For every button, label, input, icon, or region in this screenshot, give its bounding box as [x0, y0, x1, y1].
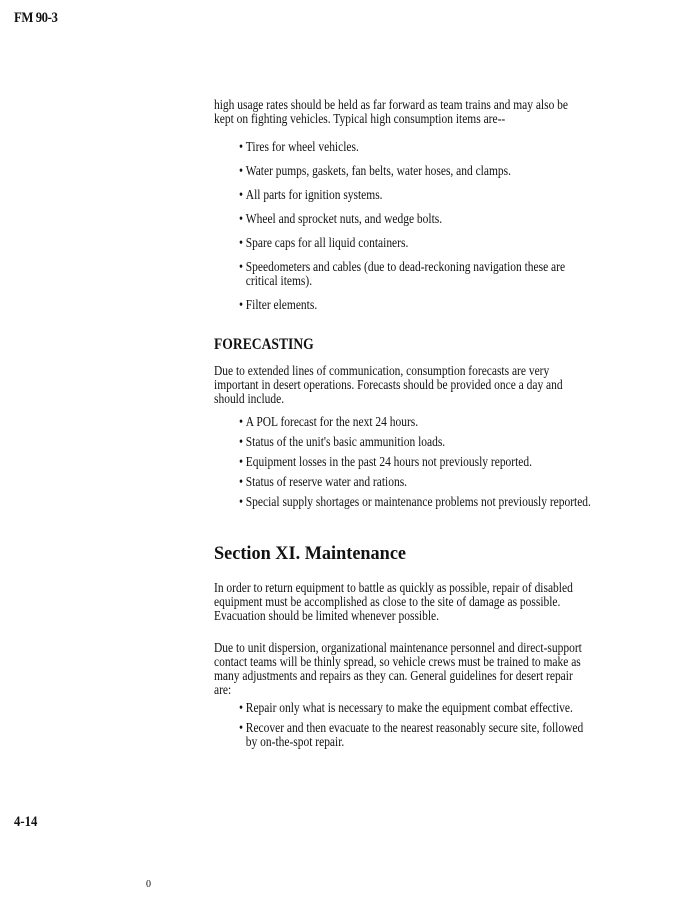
forecasting-paragraph — [214, 364, 586, 406]
section-heading — [214, 543, 586, 565]
list-item-text: • A POL forecast for the next 24 hours. — [239, 415, 593, 429]
intro-paragraph — [214, 98, 586, 126]
list-item — [214, 260, 586, 288]
maintenance-paragraph-2 — [214, 641, 586, 697]
page-content — [214, 97, 591, 749]
list-item-text: • Speedometers and cables (due to dead-reckoning navigation these are critical items). — [239, 260, 593, 288]
list-item — [214, 415, 586, 429]
forecast-items-list — [214, 414, 591, 509]
list-item-text: • Recover and then evacuate to the nearest reasonably secure site, followed by on-the-spot repair. — [239, 721, 593, 749]
list-item — [214, 140, 586, 154]
section-heading-text: Section XI. Maintenance — [214, 543, 407, 564]
footer-mark: 0 — [146, 879, 151, 890]
list-item — [214, 721, 586, 749]
repair-guidelines-list — [214, 701, 586, 749]
list-item — [214, 236, 586, 250]
list-item — [214, 494, 591, 509]
list-item — [214, 455, 586, 469]
list-item-text: • Equipment losses in the past 24 hours not previously reported. — [239, 455, 593, 469]
list-item-text: • Special supply shortages or maintenance problems not previously reported. — [239, 495, 593, 509]
forecasting-heading — [214, 338, 586, 352]
list-item — [214, 212, 586, 226]
maintenance-paragraph-2-text: Due to unit dispersion, organizational maintenance personnel and direct-support contact teams will be thinly spread, so vehicle crews must be trained to make as many adjustments and repairs as they can. General guidelines for desert repair are: — [214, 640, 582, 697]
list-item — [214, 164, 586, 178]
consumption-items-list — [214, 140, 586, 312]
list-item-text: • All parts for ignition systems. — [239, 188, 593, 202]
list-item — [214, 435, 586, 449]
list-item-text: • Filter elements. — [239, 298, 593, 312]
list-item — [214, 188, 586, 202]
list-item-text: • Tires for wheel vehicles. — [239, 140, 593, 154]
forecasting-paragraph-text: Due to extended lines of communication, consumption forecasts are very important in desert operations. Forecasts should be provided once a day and should include. — [214, 363, 563, 406]
list-item-text: • Spare caps for all liquid containers. — [239, 236, 593, 250]
list-item — [214, 475, 586, 489]
maintenance-paragraph-1 — [214, 581, 586, 623]
list-item — [214, 701, 586, 715]
list-item-text: • Status of the unit's basic ammunition loads. — [239, 435, 593, 449]
manual-id-header: FM 90-3 — [14, 10, 58, 26]
list-item — [214, 298, 586, 312]
intro-paragraph-text: high usage rates should be held as far forward as team trains and may also be kept on fighting vehicles. Typical high consumption items are-- — [214, 97, 569, 126]
maintenance-paragraph-1-text: In order to return equipment to battle as quickly as possible, repair of disabled equipment must be accomplished as close to the site of damage as possible. Evacuation should be limited whenever possible. — [214, 580, 573, 623]
list-item-text: • Status of reserve water and rations. — [239, 475, 593, 489]
page-number: 4-14 — [14, 814, 38, 830]
list-item-text: • Repair only what is necessary to make the equipment combat effective. — [239, 701, 593, 715]
list-item-text: • Water pumps, gaskets, fan belts, water hoses, and clamps. — [239, 164, 593, 178]
list-item-text: • Wheel and sprocket nuts, and wedge bolts. — [239, 212, 593, 226]
forecasting-heading-text: FORECASTING — [214, 336, 314, 353]
